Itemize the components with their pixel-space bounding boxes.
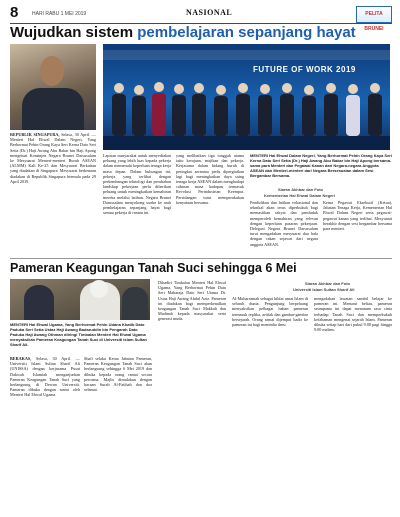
- stage-floor: [103, 136, 390, 150]
- group-photo-backdrop-title: FUTURE OF WORK 2019: [253, 65, 356, 74]
- page-number: 8: [10, 4, 19, 21]
- credit-2-line1: Siaran Akhbar dan Foto: [305, 281, 350, 286]
- issue-date: HARI RABU 1 MEI 2019: [32, 11, 87, 17]
- story2-column-4: Al-Muharramah sebagai kiblat umat Islam di seluruh dunia. Pengunjung berpeluang menyaksikan pelbagai bahan pameran termasuk replika, artifak dan gambar-gambar bersejarah. Orang ramai dijemput hadir ke pameran ini bagi menimba ilmu.: [232, 296, 308, 328]
- exhibition-person-turban: [90, 280, 108, 298]
- group-photo: [103, 44, 390, 150]
- headline-2: Pameran Keagungan Tanah Suci sehingga 6 Mei: [10, 261, 297, 275]
- story1-dateline: REPUBLIK SINGAPURA,: [10, 132, 60, 137]
- credit-1-line1: Siaran Akhbar dan Foto: [278, 187, 323, 192]
- story2-column-2: Shafi selaku Ketua Jabatan Pameran, Pameran Keagungan Tanah Suci akan berlangsung sehingga 6 Mei 2019 dan dibuka kepada orang ramai secara percuma. Majlis dimulakan dengan bacaan Surah Al-Fatihah dan doa selamat.: [84, 356, 152, 393]
- exhibition-photo: [10, 279, 150, 320]
- exhibition-person-right: [122, 287, 148, 320]
- photo-caption-1: MENTERI Hal Ehwal Dalam Negeri, Yang Berhormat Pehin Orang Kaya Seri Kerna Dato Seri Setia (Dr.) Haji Awang Abu Bakar bin Haji Apong bersama-sama para Menteri dan Pegawai Kanan dari Negara-negara Anggota ASEAN dan Menteri-menteri dari Negara Bersesuaian dalam Sesi Bergambar Bersama.: [250, 153, 392, 178]
- page-header: [10, 4, 392, 32]
- delegates-figures: [103, 44, 390, 150]
- story1-column-4: Pendidikan dan latihan vokasional dan teknikal akan terus diperkukuh bagi memastikan rakyat dan penduduk memperoleh kemahiran yang relevan dengan keperluan pasaran pekerjaan. Delegasi Negara Brunei Darussalam turut mengadakan mesyuarat dua hala dengan rakan sejawat dari negara anggota ASEAN.: [250, 200, 318, 247]
- portrait-suit: [22, 88, 84, 130]
- headline-1: [10, 24, 394, 41]
- story1-column-1: [10, 132, 96, 256]
- credit-1-line2: Kementerian Hal Ehwal Dalam Negeri: [264, 193, 335, 198]
- story1-column-3: yang melibatkan tiga tonggak utama iaitu kerajaan, majikan dan pekerja. Kerjasama dalam bidang buruh di peringkat serantau perlu dipergiatkan lagi bagi meningkatkan daya saing tenaga kerja ASEAN dalam menghadapi cabaran masa hadapan termasuk Revolusi Perindustrian Keempat. Persidangan turut memperakukan kenyataan bersama.: [176, 153, 244, 205]
- headline-1-blue: pembelajaran sepanjang hayat: [137, 24, 356, 41]
- masthead-logo: PELITA BRUNEI: [356, 6, 392, 23]
- story2-dateline: BERAKAS,: [10, 356, 32, 361]
- portrait-face: [40, 56, 64, 86]
- story-divider: [10, 258, 392, 259]
- photo-caption-2: MENTERI Hal Ehwal Ugama, Yang Berhormat Pehin Udana Khatib Dato Paduka Seri Setia Ustaz Haji Awang Badaruddin bin Pengarah Dato Paduka Haji Awang Othman diiringi Timbalan Menteri Hal Ehwal Ugama menyaksikan Pameran Keagungan Tanah Suci di Universiti Islam Sultan Sharif Ali.: [10, 322, 147, 347]
- section-name: NASIONAL: [186, 8, 233, 17]
- story1-column-5: Ketua Pegawai Eksekutif (Ketua), Jabatan Tenaga Kerja, Kementerian Hal Ehwal Dalam Negeri serta pegawai-pegawai kanan yang terlibat. Mesyuarat berakhir dengan sesi bergambar bersama para menteri.: [323, 200, 392, 232]
- story2-column-1: [10, 356, 80, 510]
- story2-col1-text: Selasa, 30 April. — Universiti Islam Sultan Sharif Ali (UNISSA) dengan kerjasama Pusat Dakwah Islamiah menganjurkan Pameran Keagungan Tanah Suci yang berlangsung di Dewan Universiti. Pameran dibuka dengan rasmi oleh Menteri Hal Ehwal Ugama.: [10, 356, 80, 398]
- credit-2-line2: Universiti Islam Sultan Sharif Ali: [293, 287, 355, 292]
- headline-1-black: Wujudkan sistem: [10, 24, 134, 41]
- story1-column-2: Lapisan masyarakat untuk menyediakan peluang yang lebih luas kepada pekerja dalam memenuhi keperluan tenaga kerja masa depan. Dalam hubungan ini, pekerja yang terlibat dengan perkembangan teknologi dan perubahan landskap pekerjaan perlu diberikan peluang untuk meningkatkan kemahiran mereka melalui latihan. Negara Brunei Darussalam menyokong usaha ke arah pembelajaran sepanjang hayat bagi semua pekerja di rantau ini.: [103, 153, 171, 216]
- exhibition-person-left: [24, 285, 54, 320]
- story1-col1-text: Selasa, 30 April. — Menteri Hal Ehwal Dalam Negeri, Yang Berhormat Pehin Orang Kaya Seri Kerna Dato Seri Setia (Dr.) Haji Awang Abu Bakar bin Haji Apong mengetuai Kontinjen Negara Brunei Darussalam ke Mesyuarat Menteri-menteri Buruh ASEAN (ALMM) Kali Ke-25 dan Mesyuarat Berkaitan yang diadakan di Singapura. Mesyuarat berkenaan diadakan di Republik Singapura bermula pada 29 April 2019.: [10, 132, 96, 184]
- story2-column-5: mengadakan lawatan sambil belajar ke pameran ini. Menurut beliau, pameran seumpama ini dapat menanam rasa cinta terhadap Tanah Suci dan memperkukuh kefahaman mengenai sejarah Islam. Pameran dibuka setiap hari dari pukul 9.00 pagi hingga 9.00 malam.: [314, 296, 392, 333]
- story2-column-3: Dihadiri Timbalan Menteri Hal Ehwal Ugama, Yang Berhormat Pehin Datu Seri Maharaja Dato Seri Utama Dr. Ustaz Haji Awang Abdul Aziz. Pameran ini diadakan bagi memperkenalkan keagungan Tanah Suci Makkah dan Madinah kepada masyarakat serta generasi muda.: [158, 280, 226, 322]
- minister-portrait-photo: [10, 44, 96, 130]
